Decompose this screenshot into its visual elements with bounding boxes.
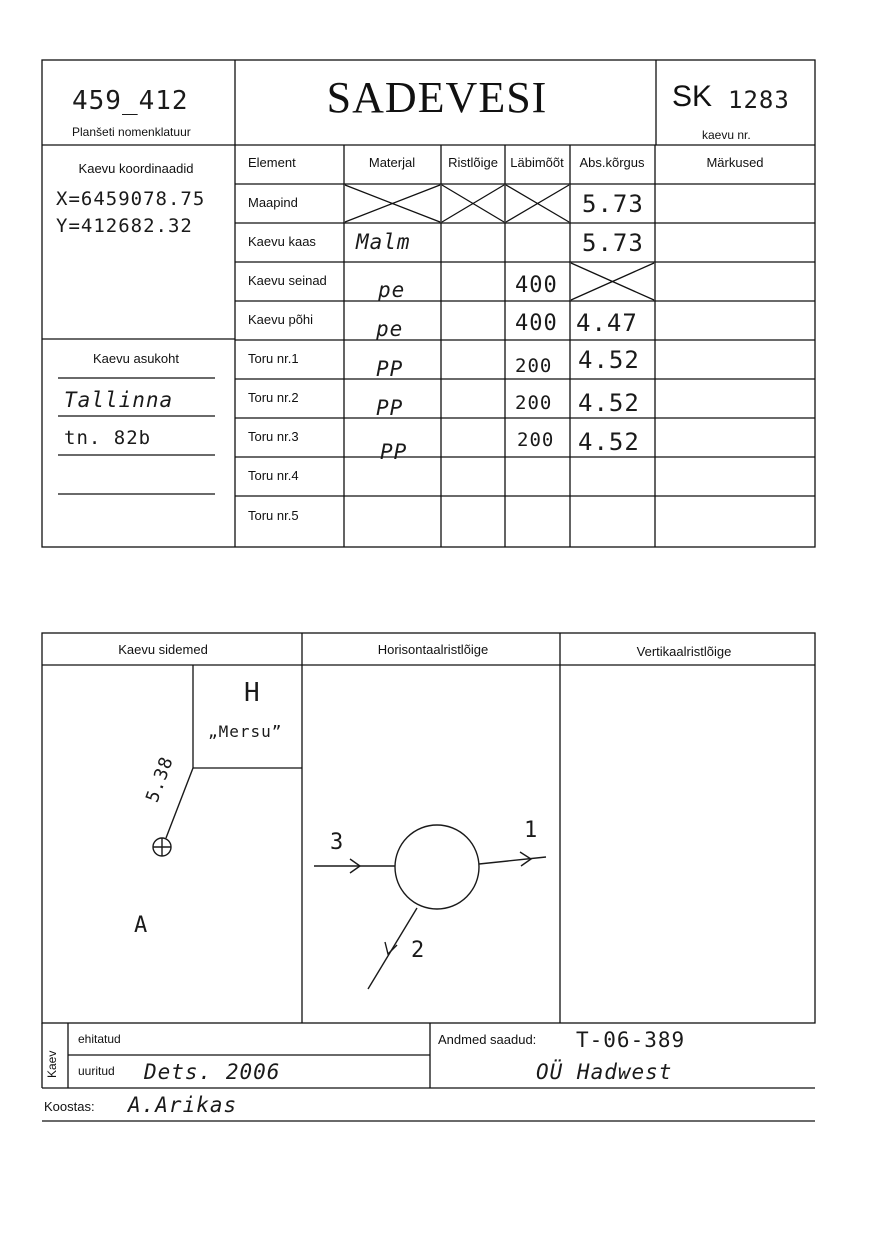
row-material-value: PP [376, 396, 404, 420]
sketch-horizontal-header: Horisontaalristlõige [377, 642, 489, 657]
coordinate-y: Y=412682.32 [56, 215, 193, 237]
row-element-label: Toru nr.2 [248, 390, 299, 405]
horizontal-section-drawing [314, 825, 546, 989]
pipe-3-label: 3 [330, 830, 345, 855]
pipe-2-label: 2 [411, 938, 426, 963]
row-material-value: PP [376, 357, 404, 381]
sketch-links-header: Kaevu sidemed [118, 642, 208, 657]
well-number-label: kaevu nr. [702, 128, 751, 142]
row-diameter-value: 400 [515, 273, 558, 298]
row-element-label: Toru nr.4 [248, 468, 299, 483]
location-label: Kaevu asukoht [92, 351, 180, 366]
location-street: Tallinna [64, 388, 174, 412]
side-label: Kaev [45, 1050, 59, 1078]
row-element-label: Toru nr.5 [248, 508, 299, 523]
header-material: Materjal [368, 155, 416, 170]
row-height-value: 5.73 [582, 190, 644, 218]
sheet-label: Planšeti nomenklatuur [72, 125, 191, 139]
row-height-value: 4.52 [578, 389, 640, 417]
header-remarks: Märkused [706, 155, 764, 170]
header-diameter: Läbimõõt [510, 155, 564, 170]
row-element-label: Toru nr.1 [248, 351, 299, 366]
row-material-value: PP [380, 440, 408, 464]
header-cross-section: Ristlõige [448, 155, 498, 170]
row-element-label: Maapind [248, 195, 298, 210]
data-source-code: T-06-389 [576, 1028, 686, 1052]
data-source-label: Andmed saadud: [438, 1032, 537, 1047]
row-element-label: Kaevu kaas [248, 234, 316, 249]
sketch-vertical-header: Vertikaalristlõige [636, 644, 732, 659]
row-material-value: pe [376, 317, 404, 341]
row-height-value: 4.52 [578, 428, 640, 456]
row-material-value: pe [378, 278, 406, 302]
row-element-label: Kaevu põhi [248, 312, 314, 327]
built-label: ehitatud [78, 1032, 121, 1046]
location-number: tn. 82b [64, 427, 152, 449]
distance-label: 5.38 [142, 753, 178, 806]
building-letter: H [244, 678, 261, 708]
row-material-value: Malm [356, 230, 411, 254]
author-label: Koostas: [44, 1099, 95, 1114]
data-source-company: OÜ Hadwest [536, 1060, 673, 1084]
coordinates-label: Kaevu koordinaadid [78, 161, 194, 176]
row-element-label: Kaevu seinad [248, 273, 327, 288]
header-element: Element [248, 155, 296, 170]
row-diameter-value: 200 [515, 355, 553, 377]
well-number: 1283 [728, 86, 790, 114]
pipe-1-label: 1 [524, 818, 539, 843]
sheet-number: 459_412 [72, 86, 189, 116]
building-name: „Mersu” [208, 722, 283, 741]
row-diameter-value: 200 [517, 429, 555, 451]
row-height-value: 4.52 [578, 346, 640, 374]
row-element-label: Toru nr.3 [248, 429, 299, 444]
surveyed-value: Dets. 2006 [144, 1060, 281, 1084]
row-height-value: 4.47 [576, 309, 638, 337]
sk-prefix: SK [672, 80, 713, 113]
header-abs-height: Abs.kõrgus [579, 155, 645, 170]
point-label: A [134, 913, 149, 938]
row-diameter-value: 200 [515, 392, 553, 414]
page-title: SADEVESI [326, 73, 548, 122]
row-diameter-value: 400 [515, 311, 558, 336]
row-height-value: 5.73 [582, 229, 644, 257]
surveyed-label: uuritud [78, 1064, 115, 1078]
coordinate-x: X=6459078.75 [56, 188, 206, 210]
author-value: A.Arikas [128, 1093, 238, 1117]
